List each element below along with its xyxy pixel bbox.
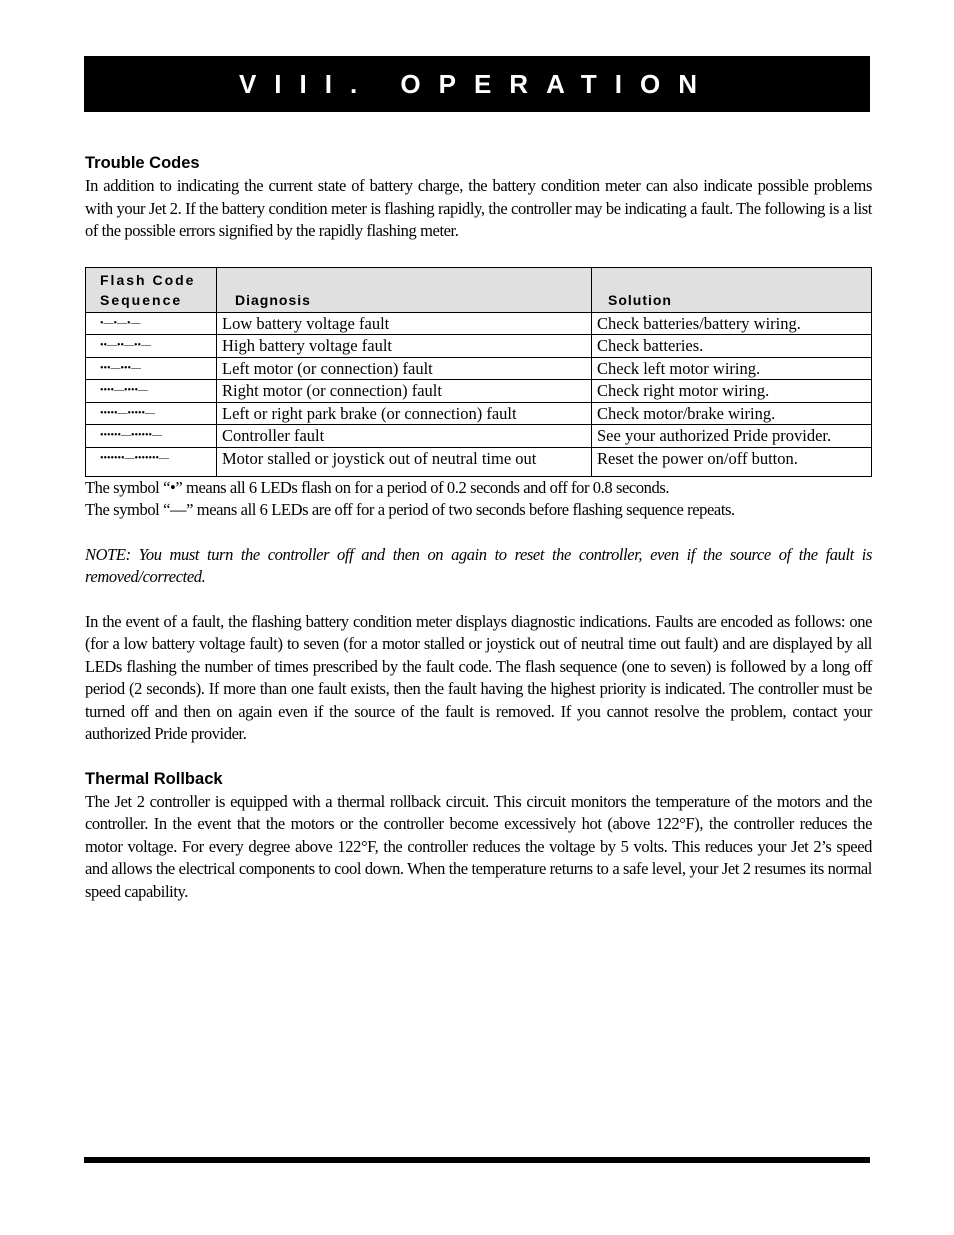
- table-row: [86, 425, 872, 448]
- spacer: [85, 589, 872, 611]
- footer-rule: [84, 1157, 870, 1163]
- flash-sequence: •••••••—•••••••—: [86, 447, 217, 476]
- flash-sequence: •••••—•••••—: [86, 402, 217, 425]
- solution-cell: Check motor/brake wiring.: [592, 402, 872, 425]
- solution-cell: Reset the power on/off button.: [592, 447, 872, 476]
- reset-note: NOTE: You must turn the controller off and then on again to reset the controller, even if the source of the fault is removed/corrected.: [85, 544, 872, 586]
- spacer: [85, 522, 872, 544]
- table-row: [86, 402, 872, 425]
- table-row: [86, 312, 872, 335]
- solution-cell: Check right motor wiring.: [592, 380, 872, 403]
- solution-cell: Check batteries/battery wiring.: [592, 312, 872, 335]
- flash-sequence: ••—••—••—: [86, 335, 217, 358]
- table-row: [86, 447, 872, 476]
- flash-sequence: ••••••—••••••—: [86, 425, 217, 448]
- symbol-dash-explanation: The symbol “—” means all 6 LEDs are off for a period of two seconds before flashing sequence repeats.: [85, 500, 735, 519]
- table-header-row: [86, 267, 872, 312]
- flash-sequence: •—•—•—: [86, 312, 217, 335]
- solution-cell: Check left motor wiring.: [592, 357, 872, 380]
- diagnosis-cell: Left motor (or connection) fault: [217, 357, 592, 380]
- diagnosis-cell: Motor stalled or joystick out of neutral time out: [217, 447, 592, 476]
- header-sequence-line1: Flash Code: [100, 271, 196, 288]
- header-flash-code-sequence: [86, 267, 217, 312]
- diagnosis-cell: Low battery voltage fault: [217, 312, 592, 335]
- trouble-codes-intro: In addition to indicating the current state of battery charge, the battery condition meter can also indicate possible problems with your Jet 2. If the battery condition meter is flashing rapidly, the controller may be indicating a fault. The following is a list of the possible errors signified by the rapidly flashing meter.: [85, 176, 872, 240]
- thermal-rollback-heading: Thermal Rollback: [85, 769, 223, 788]
- symbol-dot-explanation: The symbol “•” means all 6 LEDs flash on for a period of 0.2 seconds and off for 0.8 seconds.: [85, 477, 670, 497]
- thermal-rollback-body: The Jet 2 controller is equipped with a thermal rollback circuit. This circuit monitors the temperature of the motors and the controller. In the event that the motors or the controller become excessively hot (above 122°F), the controller reduces the motor voltage. For every degree above 122°F, the controller reduces the voltage by 5 volts. This reduces your Jet 2’s speed and allows the electrical components to cool down. When the temperature returns to a safe level, your Jet 2 resumes its normal speed capability.: [85, 791, 872, 901]
- table-row: [86, 335, 872, 358]
- trouble-codes-table: [85, 267, 872, 477]
- fault-explanation: In the event of a fault, the flashing battery condition meter displays diagnostic indications. Faults are encoded as follows: one (for a low battery voltage fault) to seven (for a motor stalled or joystick out of neutral time out fault) and are displayed by all LEDs flashing the number of times prescribed by the fault code. The flash sequence (one to seven) is followed by a long off period (2 seconds). If more than one fault exists, then the fault having the highest priority is indicated. The controller must be turned off and then on again even if the source of the fault is removed. If you cannot resolve the problem, contact your authorized Pride provider.: [85, 611, 872, 743]
- header-sequence-line2: Sequence: [100, 291, 183, 308]
- page-content: [85, 152, 872, 903]
- solution-cell: See your authorized Pride provider.: [592, 425, 872, 448]
- solution-cell: Check batteries.: [592, 335, 872, 358]
- diagnosis-cell: Controller fault: [217, 425, 592, 448]
- diagnosis-cell: Right motor (or connection) fault: [217, 380, 592, 403]
- header-diagnosis: Diagnosis: [217, 267, 592, 312]
- diagnosis-cell: High battery voltage fault: [217, 335, 592, 358]
- table-row: [86, 380, 872, 403]
- flash-sequence: •••—•••—: [86, 357, 217, 380]
- spacer: [85, 746, 872, 768]
- trouble-codes-heading: Trouble Codes: [85, 154, 200, 172]
- section-title: VIII. OPERATION: [238, 68, 716, 99]
- table-row: [86, 357, 872, 380]
- section-title-banner: [84, 56, 870, 112]
- flash-sequence: ••••—••••—: [86, 380, 217, 403]
- diagnosis-cell: Left or right park brake (or connection) fault: [217, 402, 592, 425]
- header-solution: Solution: [592, 267, 872, 312]
